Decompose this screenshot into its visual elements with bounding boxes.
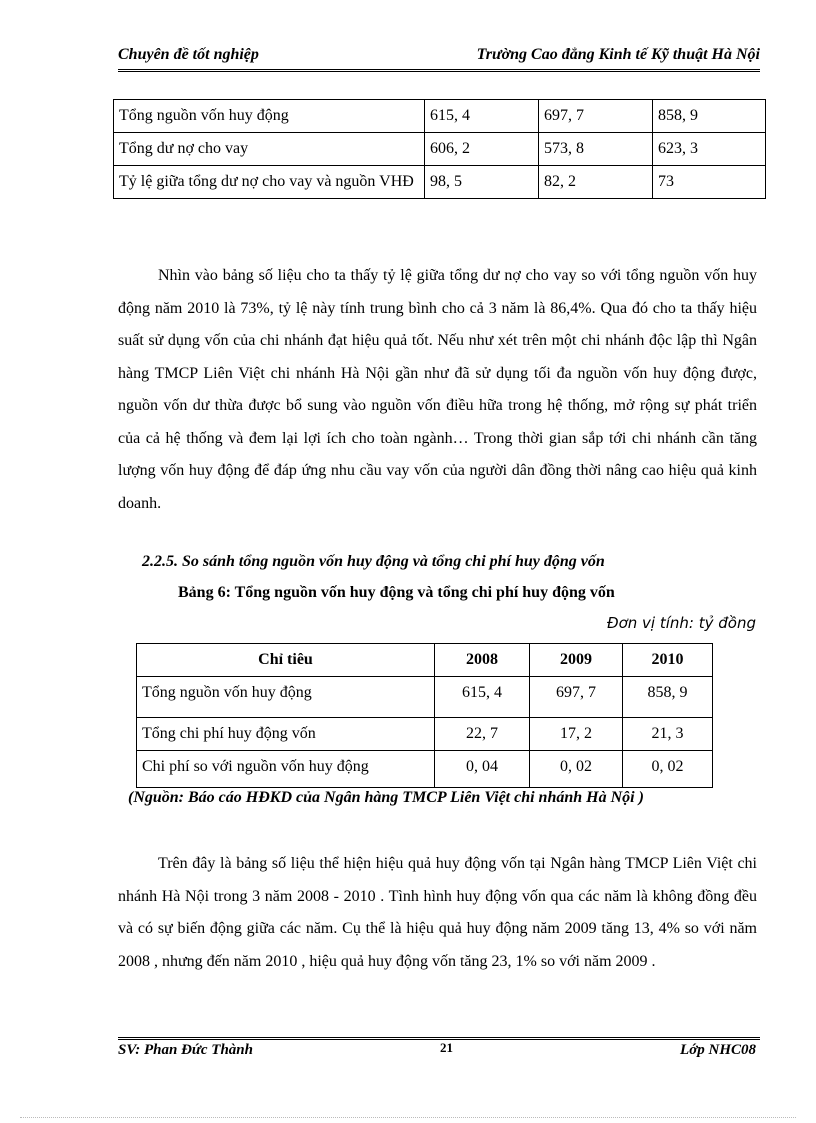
table-cell: 573, 8 <box>539 133 653 166</box>
source-note: (Nguồn: Báo cáo HĐKD của Ngân hàng TMCP Liên Việt chi nhánh Hà Nội ) <box>128 789 644 806</box>
table-cell: Tỷ lệ giữa tổng dư nợ cho vay và nguồn VHĐ <box>114 166 425 199</box>
column-header: 2008 <box>435 644 530 677</box>
table-cell: 17, 2 <box>530 718 623 751</box>
table-cell: 697, 7 <box>539 100 653 133</box>
table-cell: 858, 9 <box>623 677 713 718</box>
table-cell: 606, 2 <box>425 133 539 166</box>
table-cell: 858, 9 <box>653 100 766 133</box>
page-bottom-border <box>20 1117 796 1118</box>
column-header: 2009 <box>530 644 623 677</box>
paragraph-text: Trên đây là bảng số liệu thể hiện hiệu quả huy động vốn tại Ngân hàng TMCP Liên Việt chi nhánh Hà Nội trong 3 năm 2008 - 2010 . Tình hình huy động vốn qua các năm là không đồng đều và có sự biến động giữa các năm. Cụ thể là hiệu quả huy động năm 2009 tăng 13, 4% so với năm 2008 , nhưng đến năm 2010 , hiệu quả huy động vốn tăng 23, 1% so với năm 2009 . <box>118 855 757 970</box>
table-cell: 22, 7 <box>435 718 530 751</box>
footer-student: SV: Phan Đức Thành <box>118 1042 253 1058</box>
table-cell: 0, 02 <box>530 751 623 788</box>
table-header-row <box>137 644 713 677</box>
paragraph-analysis <box>118 260 757 520</box>
column-header: Chỉ tiêu <box>137 644 435 677</box>
table-cell: 615, 4 <box>425 100 539 133</box>
table-cell: 21, 3 <box>623 718 713 751</box>
table-cell: 623, 3 <box>653 133 766 166</box>
header-right: Trường Cao đẳng Kinh tế Kỹ thuật Hà Nội <box>476 46 760 63</box>
table-cell: 82, 2 <box>539 166 653 199</box>
capital-cost-table <box>136 643 713 788</box>
table-continued <box>113 99 766 199</box>
table-cell: Tổng chi phí huy động vốn <box>137 718 435 751</box>
table-row <box>114 133 766 166</box>
footer-divider <box>118 1037 760 1040</box>
footer-class: Lớp NHC08 <box>680 1042 756 1058</box>
table-cell: 73 <box>653 166 766 199</box>
table-cell: Chi phí so với nguồn vốn huy động <box>137 751 435 788</box>
table-cell: Tổng dư nợ cho vay <box>114 133 425 166</box>
paragraph-summary <box>118 848 757 978</box>
table-cell: 98, 5 <box>425 166 539 199</box>
table-cell: Tổng nguồn vốn huy động <box>137 677 435 718</box>
table-cell: 0, 04 <box>435 751 530 788</box>
header-divider <box>118 69 760 72</box>
table-caption: Bảng 6: Tổng nguồn vốn huy động và tổng chi phí huy động vốn <box>178 584 615 601</box>
table-cell: 697, 7 <box>530 677 623 718</box>
table-row <box>137 677 713 718</box>
section-title: 2.2.5. So sánh tổng nguồn vốn huy động và tổng chi phí huy động vốn <box>142 553 605 570</box>
page-number: 21 <box>440 1040 453 1055</box>
table-cell: Tổng nguồn vốn huy động <box>114 100 425 133</box>
table-cell: 0, 02 <box>623 751 713 788</box>
header-left: Chuyên đề tốt nghiệp <box>118 46 259 63</box>
column-header: 2010 <box>623 644 713 677</box>
table-row <box>114 166 766 199</box>
unit-note: Đơn vị tính: tỷ đồng <box>606 614 756 632</box>
table-row <box>137 718 713 751</box>
table-row <box>137 751 713 788</box>
table-cell: 615, 4 <box>435 677 530 718</box>
paragraph-text: Nhìn vào bảng số liệu cho ta thấy tỷ lệ giữa tổng dư nợ cho vay so với tổng nguồn vốn huy động năm 2010 là 73%, tỷ lệ này tính trung bình cho cả 3 năm là 86,4%. Qua đó cho ta thấy hiệu suất sử dụng vốn của chi nhánh đạt hiệu quả tốt. Nếu như xét trên một chi nhánh độc lập thì Ngân hàng TMCP Liên Việt chi nhánh Hà Nội gần như đã sử dụng tối đa nguồn vốn huy động được, nguồn vốn dư thừa được bổ sung vào nguồn vốn điều hữa trong hệ thống, mở rộng sự phát triển của cả hệ thống và đem lại lợi ích cho toàn ngành… Trong thời gian sắp tới chi nhánh cần tăng lượng vốn huy động để đáp ứng nhu cầu vay vốn của người dân đồng thời nâng cao hiệu quả kinh doanh. <box>118 267 757 512</box>
table-row <box>114 100 766 133</box>
